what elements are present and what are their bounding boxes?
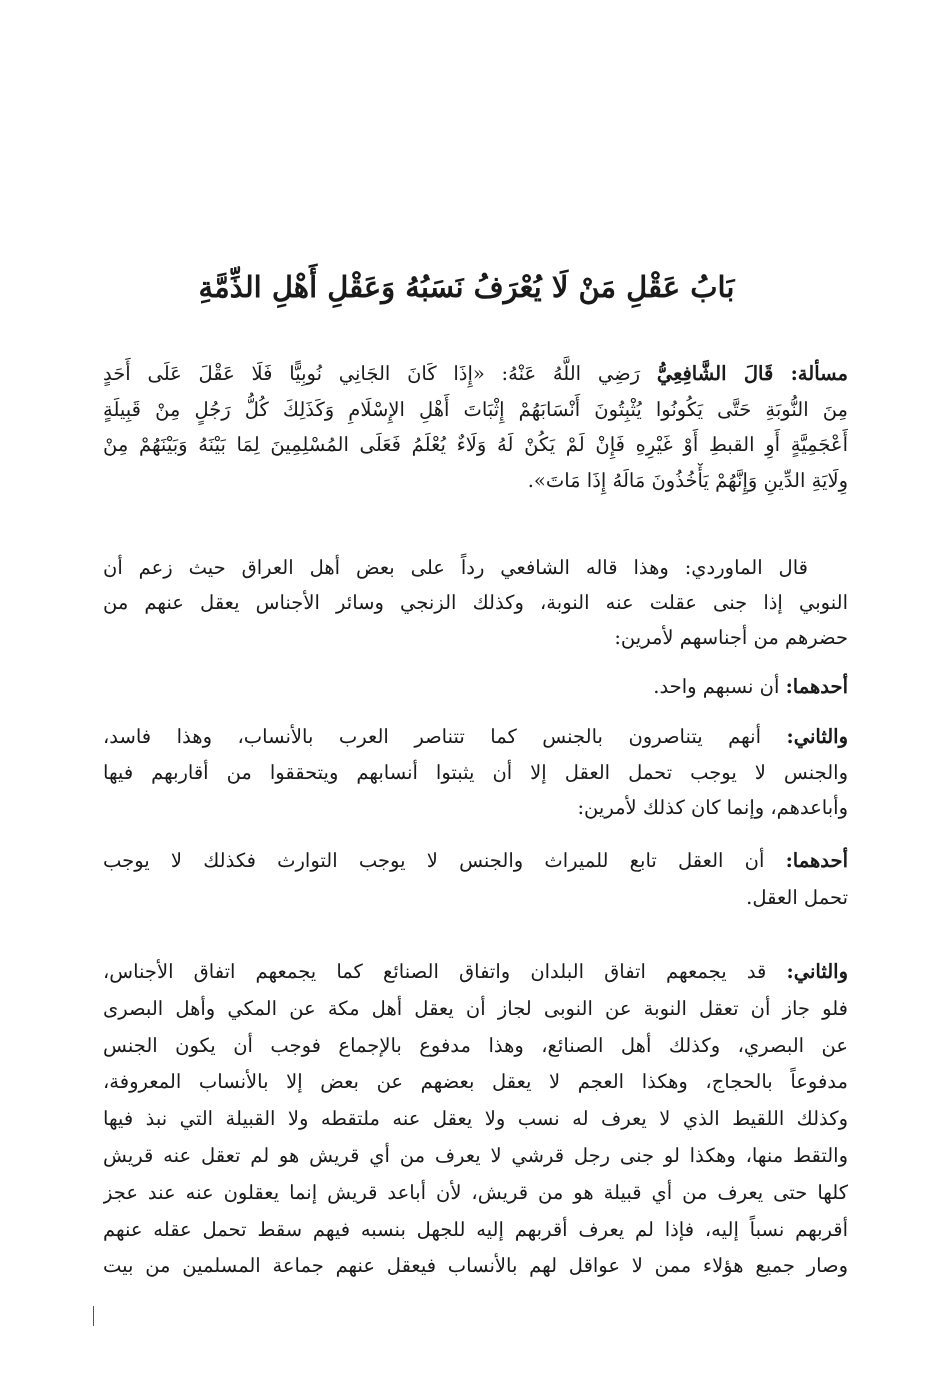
text-line <box>103 991 848 1028</box>
chapter-title: بَابُ عَقْلِ مَنْ لَا يُعْرَفُ نَسَبُهُ وَعَقْلِ أَهْلِ الذِّمَّةِ <box>198 270 735 305</box>
line-text: قال الماوردي: وهذا قاله الشافعي رداً على بعض أهل العراق حيث زعم أن <box>103 556 808 579</box>
text-line <box>103 842 848 879</box>
text-line <box>103 463 848 499</box>
text-line <box>103 879 848 916</box>
line-text: كلها حتى يعرف من أي قبيلة هو من قريش، لأن أباعد قريش إنما يعقلون عنه عند عجز <box>103 1180 848 1204</box>
line-text: مدفوعاً بالحجاج، وهكذا العجم لا يعقل بعضهم عن بعض إلا بالأنساب المعروفة، <box>103 1070 848 1094</box>
text-line <box>103 585 848 620</box>
text-line <box>103 1212 848 1249</box>
text-line <box>103 1064 848 1101</box>
line-text: رَضِي اللَّهُ عَنْهُ: «إِذَا كَانَ الجَانِي نُوبِيًّا فَلَا عَقْلَ عَلَى أَحَدٍ <box>103 362 657 385</box>
line-text: وِلَايَةِ الدِّينِ وَإِنَّهُمْ يَأْخُذُونَ مَالَهُ إِذَا مَاتَ». <box>527 468 848 492</box>
text-line <box>103 669 848 704</box>
line-text: فلو جاز أن تعقل النوبة عن النوبى لجاز أن يعقل أهل مكة عن المكي وأهل البصرى <box>103 996 848 1020</box>
line-text: أَعْجَمِيَّةٍ أَوِ القبطِ أَوْ غَيْرِهِ فَإِنْ لَمْ يَكُنْ لَهُ وَلَاءٌ يُعْلَمُ فَعَلَى المُسْلِمِينَ لِمَا بَيْنَهُ وَبَيْنَهُمْ مِنْ <box>103 433 848 456</box>
text-line <box>103 954 848 991</box>
text-line <box>103 1248 848 1285</box>
line-text: وكذلك اللقيط الذي لا يعرف له نسب ولا يعقل عنه ملتقطه ولا القبيلة التي نبذ فيها <box>103 1107 848 1131</box>
line-text: أن نسبهم واحد. <box>653 675 786 698</box>
text-line <box>103 427 848 463</box>
text-line <box>103 719 848 755</box>
line-text: وأباعدهم، وإنما كان كذلك لأمرين: <box>577 796 848 819</box>
text-line <box>103 392 848 428</box>
lead-term: والثاني: <box>786 960 848 983</box>
text-line <box>103 1028 848 1065</box>
text-line <box>103 356 848 392</box>
text-line <box>103 1175 848 1212</box>
lead-term: والثاني: <box>786 725 848 748</box>
line-text: عن البصري، وكذلك أهل الصنائع، وهذا مدفوع بالإجماع فوجب أن يكون الجنس <box>103 1033 848 1057</box>
margin-mark <box>93 1306 94 1326</box>
text-line <box>103 1101 848 1138</box>
line-text: النوبي إذا جنى عقلت عنه النوبة، وكذلك الزنجي وسائر الأجناس يعقل عنهم من <box>103 591 848 614</box>
text-line <box>103 790 848 826</box>
line-text: وصار جميع هؤلاء ممن لا عواقل لهم بالأنساب فيعقل عنهم جماعة المسلمين من بيت <box>103 1254 848 1278</box>
paragraph <box>103 550 848 655</box>
line-text: أقربهم نسباً إليه، فإذا لم يعرف أقربهم إليه للجهل بنسبه فيهم سقط تحمل عقله عنهم <box>103 1217 848 1241</box>
paragraph <box>103 954 848 1285</box>
lead-term: أحدهما: <box>785 849 848 872</box>
lead-term: أحدهما: <box>785 675 848 698</box>
paragraph <box>103 356 848 498</box>
line-text: مِنَ النُّوبَةِ حَتَّى يَكُونُوا يُثْبِتُونَ أَنْسَابَهُمْ إِثْبَاتَ أَهْلِ الإِسْلَامِ وَكَذَلِكَ كُلُّ رَجُلٍ مِنْ قَبِيلَةٍ <box>103 397 848 421</box>
text-line <box>103 620 848 655</box>
line-text: تحمل العقل. <box>746 886 848 909</box>
line-text: قد يجمعهم اتفاق البلدان واتفاق الصنائع كما يجمعهم اتفاق الأجناس، <box>103 960 787 983</box>
line-text: والتقط منها، وهكذا لو جنى رجل قرشي لا يعرف من أي قريش هو لم تعقل عنه قريش <box>103 1143 848 1167</box>
lead-term: مسألة: قَالَ الشَّافِعِيُّ <box>656 362 848 385</box>
line-text: حضرهم من أجناسهم لأمرين: <box>614 626 848 649</box>
line-text: والجنس لا يوجب تحمل العقل إلا أن يثبتوا أنسابهم ويتحققوا من أقاربهم فيها <box>103 760 848 784</box>
text-line <box>103 1138 848 1175</box>
paragraph <box>103 669 848 704</box>
line-text: أنهم يتناصرون بالجنس كما تتناصر العرب بالأنساب، وهذا فاسد، <box>103 725 787 748</box>
text-line <box>103 550 848 585</box>
line-text: أن العقل تابع للميراث والجنس لا يوجب التوارث فكذلك لا يوجب <box>103 849 786 872</box>
text-line <box>103 755 848 791</box>
paragraph <box>103 842 848 916</box>
paragraph <box>103 719 848 826</box>
